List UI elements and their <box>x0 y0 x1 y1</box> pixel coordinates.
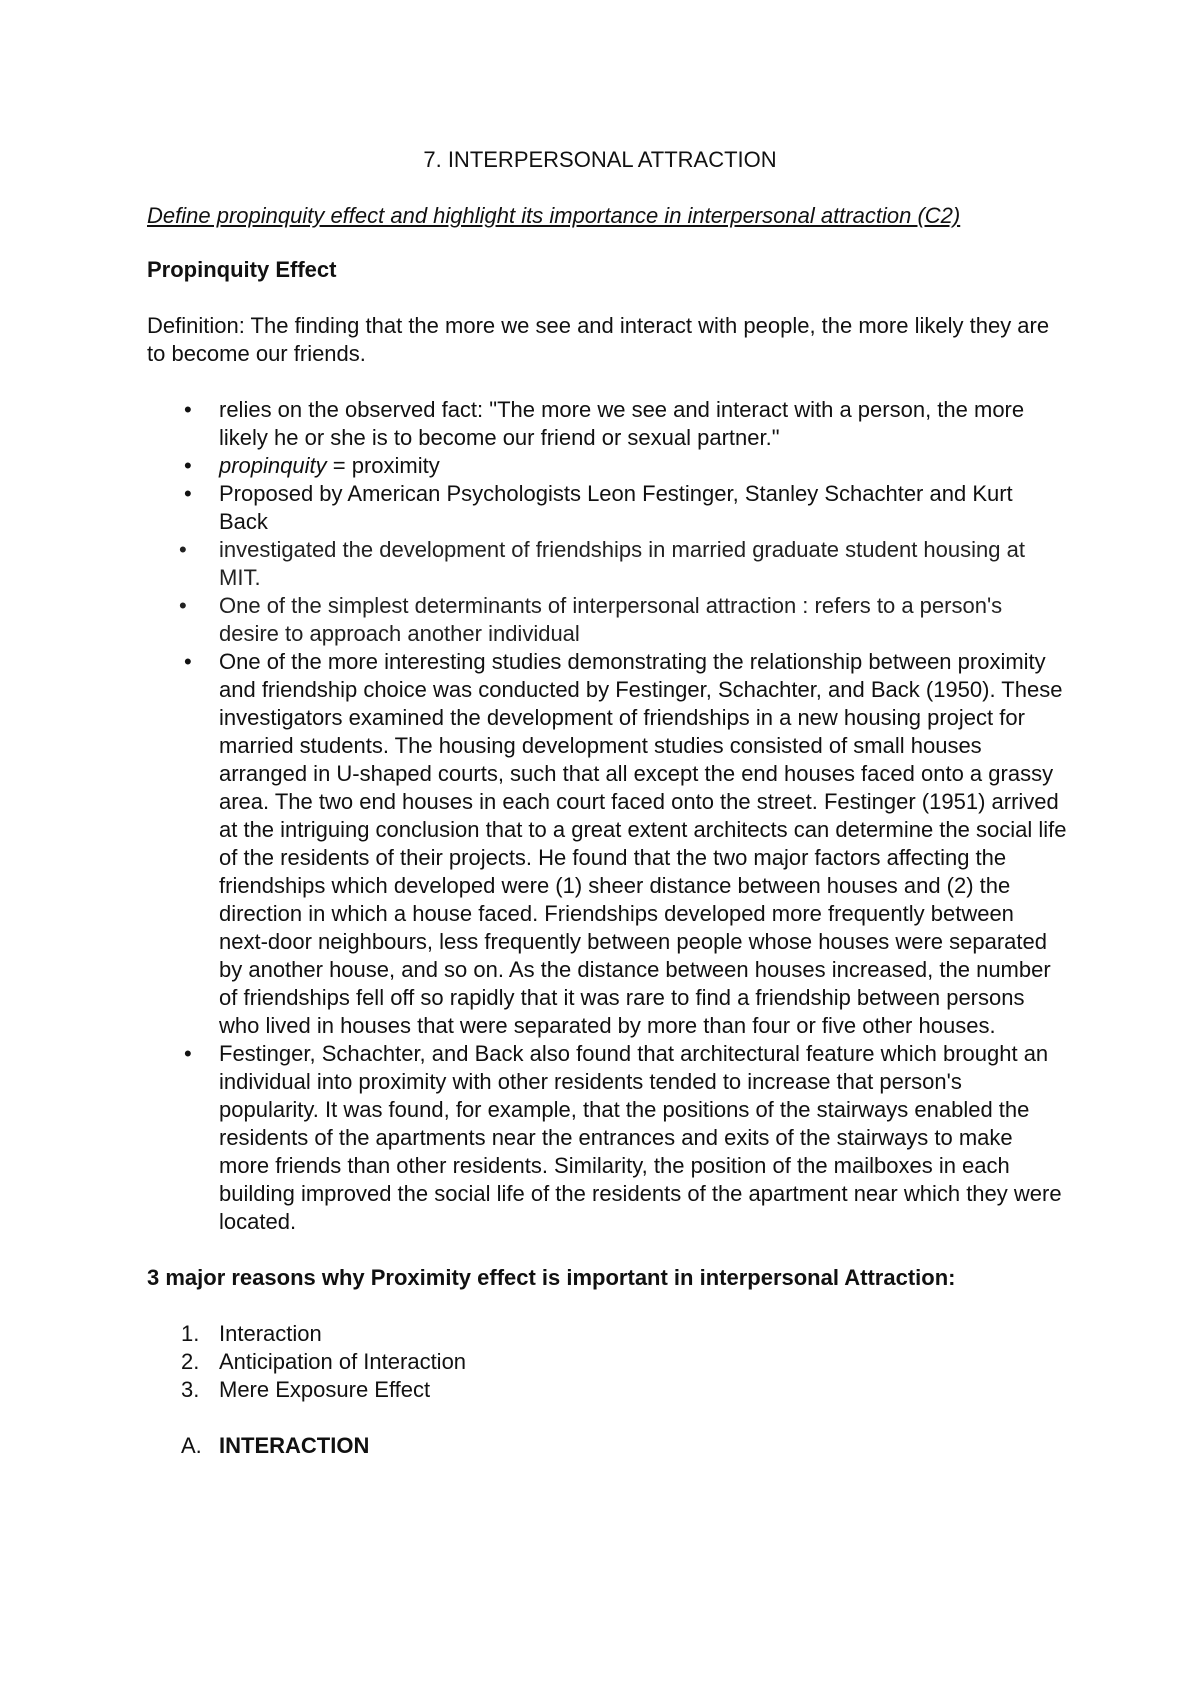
bullet-italic-term: propinquity <box>219 453 327 478</box>
list-item <box>147 1040 1067 1236</box>
bullet-text: Proposed by American Psychologists Leon Festinger, Stanley Schachter and Kurt Back <box>219 481 1013 534</box>
definition-paragraph: Definition: The finding that the more we see and interact with people, the more likely they are to become our friends. <box>147 313 1050 366</box>
list-item <box>147 452 1067 480</box>
bullet-icon: • <box>184 453 192 478</box>
document-body <box>147 256 1067 1460</box>
bullet-icon: • <box>184 397 192 422</box>
list-item <box>147 1376 1067 1404</box>
list-number: 3. <box>181 1377 200 1402</box>
section-letter: A. <box>181 1433 202 1458</box>
bullet-icon: • <box>184 1041 192 1066</box>
bullet-icon: • <box>184 649 192 674</box>
bullet-icon: • <box>179 537 187 562</box>
list-number: 1. <box>181 1321 200 1346</box>
reason-label: Interaction <box>219 1321 322 1346</box>
bullet-icon: • <box>184 481 192 506</box>
bullet-text: One of the more interesting studies demonstrating the relationship between proximity and friendship choice was conducted by Festinger, Schachter, and Back (1950). These investigators examined the development of friendships in a new housing project for married students. The housing development studies consisted of small houses arranged in U-shaped courts, such that all except the end houses faced onto a grassy area. The two end houses in each court faced onto the street. Festinger (1951) arrived at the intriguing conclusion that to a great extent architects can determine the social life of the residents of their projects. He found that the two major factors affecting the friendships which developed were (1) sheer distance between houses and (2) the direction in which a house faced. Friendships developed more frequently between next-door neighbours, less frequently between people whose houses were separated by another house, and so on. As the distance between houses increased, the number of friendships fell off so rapidly that it was rare to find a friendship between persons who lived in houses that were separated by more than four or five other houses. <box>219 649 1067 1038</box>
section-heading: Propinquity Effect <box>147 257 337 282</box>
question-subtitle: Define propinquity effect and highlight its importance in interpersonal attraction (C2) <box>147 203 961 228</box>
reason-label: Anticipation of Interaction <box>219 1349 467 1374</box>
list-item <box>147 648 1067 1040</box>
list-item <box>147 592 1067 648</box>
section-a-heading <box>147 1432 1067 1460</box>
bullet-text: relies on the observed fact: "The more we see and interact with a person, the more likely he or she is to become our friend or sexual partner." <box>219 397 1025 450</box>
document-title: 7. INTERPERSONAL ATTRACTION <box>423 147 777 172</box>
list-item <box>147 1320 1067 1348</box>
list-item <box>147 396 1067 452</box>
section-label: INTERACTION <box>219 1433 370 1458</box>
reasons-list <box>147 1320 1067 1404</box>
bullet-text: investigated the development of friendships in married graduate student housing at MIT. <box>219 537 1025 590</box>
bullet-text: One of the simplest determinants of interpersonal attraction : refers to a person's desire to approach another individual <box>219 593 1003 646</box>
list-item <box>147 480 1067 536</box>
bullet-text: Festinger, Schachter, and Back also found that architectural feature which brought an individual into proximity with other residents tended to increase that person's popularity. It was found, for example, that the positions of the stairways enabled the residents of the apartments near the entrances and exits of the stairways to make more friends than other residents. Similarity, the position of the mailboxes in each building improved the social life of the residents of the apartment near which they were located. <box>219 1041 1062 1234</box>
bullet-icon: • <box>179 593 187 618</box>
reasons-heading: 3 major reasons why Proximity effect is important in interpersonal Attraction: <box>147 1265 956 1290</box>
reason-label: Mere Exposure Effect <box>219 1377 431 1402</box>
list-item <box>147 1348 1067 1376</box>
list-number: 2. <box>181 1349 200 1374</box>
bullet-text: = proximity <box>326 453 440 478</box>
bullet-list <box>147 396 1067 1236</box>
list-item <box>147 536 1067 592</box>
